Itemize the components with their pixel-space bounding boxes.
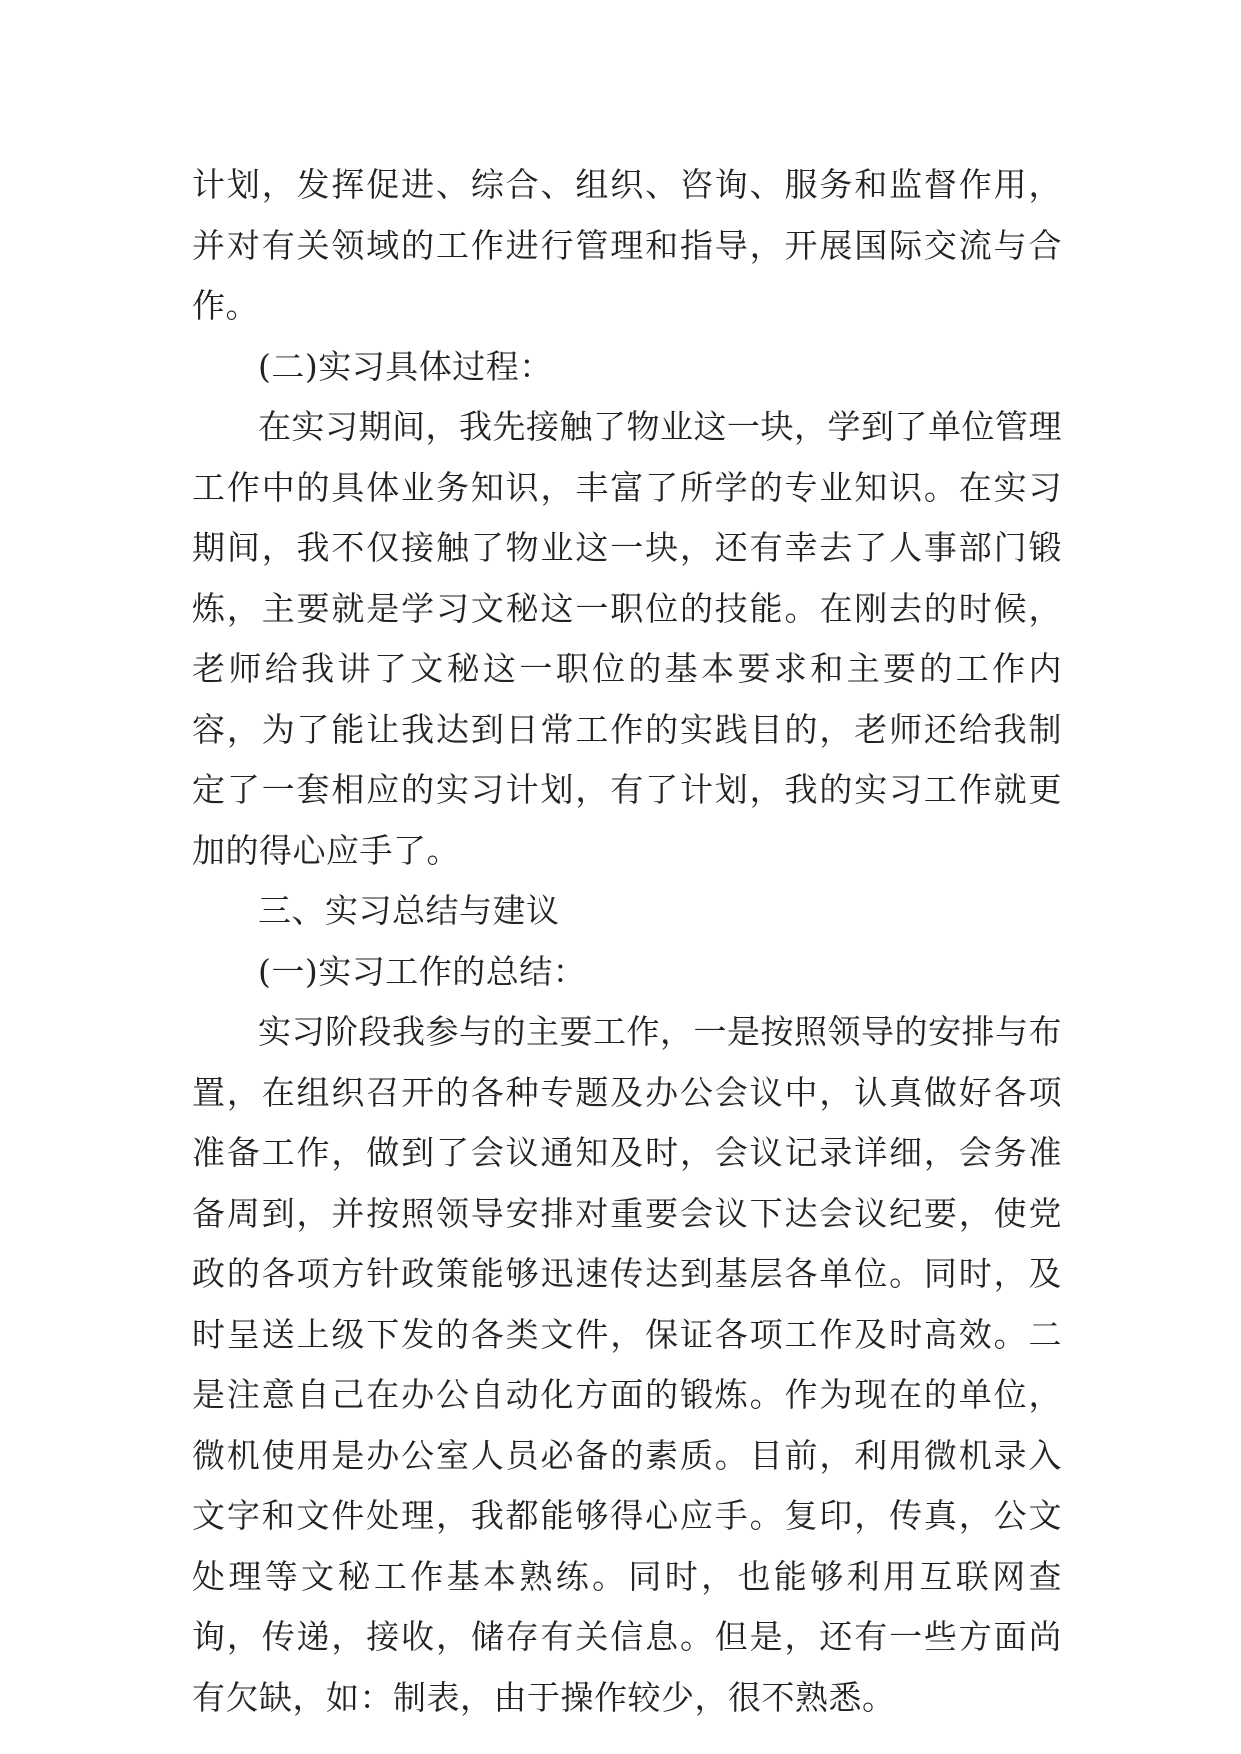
section-heading-process: (二)实习具体过程： [258, 346, 553, 386]
section-heading-summary: 三、实习总结与建议 [258, 891, 560, 930]
subsection-heading-work-summary: (一)实习工作的总结： [258, 951, 587, 991]
paragraph-internship-process: 在实习期间，我先接触了物业这一块，学到了单位管理工作中的具体业务知识，丰富了所学的专业知识。在实习期间，我不仅接触了物业这一块，还有幸去了人事部门锻炼，主要就是学习文秘这一职位的技能。在刚去的时候，老师给我讲了文秘这一职位的基本要求和主要的工作内容，为了能让我达到日常工作的实践目的，老师还给我制定了一套相应的实习计划，有了计划，我的实习工作就更加的得心应手了。 [192, 407, 1062, 870]
document-body [192, 155, 1062, 1728]
paragraph-work-summary: 实习阶段我参与的主要工作，一是按照领导的安排与布置，在组织召开的各种专题及办公会议中，认真做好各项准备工作，做到了会议通知及时，会议记录详细，会务准备周到，并按照领导安排对重要会议下达会议纪要，使党政的各项方针政策能够迅速传达到基层各单位。同时，及时呈送上级下发的各类文件，保证各项工作及时高效。二是注意自己在办公自动化方面的锻炼。作为现在的单位，微机使用是办公室人员必备的素质。目前，利用微机录入文字和文件处理，我都能够得心应手。复印，传真，公文处理等文秘工作基本熟练。同时，也能够利用互联网查询，传递，接收，储存有关信息。但是，还有一些方面尚有欠缺，如：制表，由于操作较少，很不熟悉。 [192, 1012, 1062, 1717]
paragraph-continued: 计划，发挥促进、综合、组织、咨询、服务和监督作用，并对有关领域的工作进行管理和指导，开展国际交流与合作。 [192, 165, 1062, 325]
